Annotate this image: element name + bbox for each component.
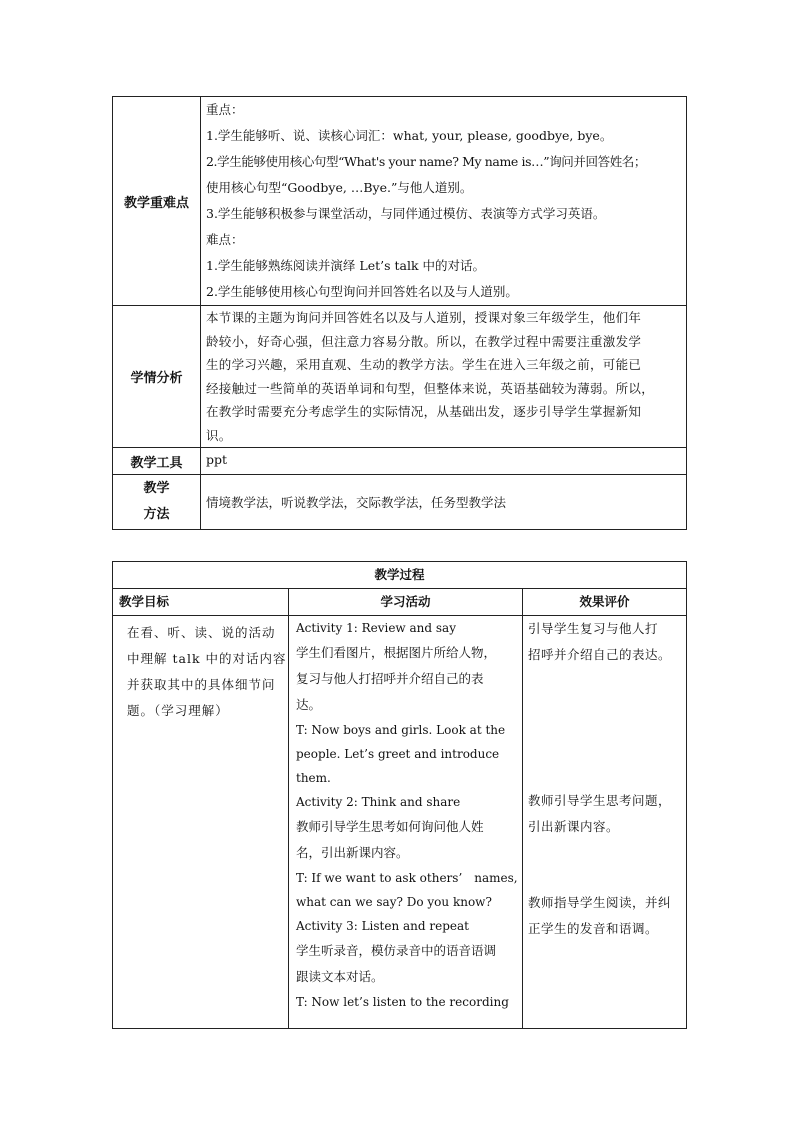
key-points-line: 2.学生能够使用核心句型“What's your name? My name is…”询问并回答姓名； — [206, 154, 646, 169]
analysis-line: 生的学习兴趣，采用直观、生动的教学方法。学生在进入三年级之前，可能已 — [206, 357, 642, 372]
activity-line: people. Let’s greet and introduce — [296, 747, 500, 761]
tools-label: 教学工具 — [113, 448, 201, 475]
methods-label — [113, 475, 201, 530]
evaluation-line: 招呼并介绍自己的表达。 — [528, 647, 672, 662]
activity-line: 学生听录音，模仿录音中的语音语调 — [296, 943, 497, 958]
key-points-label: 教学重难点 — [113, 97, 201, 306]
analysis-label: 学情分析 — [113, 306, 201, 448]
analysis-row — [113, 306, 687, 448]
header-activity: 学习活动 — [289, 589, 523, 616]
process-content-row — [113, 616, 687, 1029]
evaluation-spacer — [523, 840, 686, 890]
goal-line: 并获取其中的具体细节问 — [127, 677, 276, 692]
tools-value-text: ppt — [206, 452, 228, 467]
activity-line: Activity 2: Think and share — [296, 795, 461, 809]
activity-line: 教师引导学生思考如何询问他人姓 — [296, 819, 484, 834]
evaluation-spacer — [523, 668, 686, 788]
tools-row — [113, 448, 687, 475]
activity-line: Activity 1: Review and say — [296, 621, 456, 635]
process-title: 教学过程 — [113, 562, 687, 589]
analysis-line: 在教学时需要充分考虑学生的实际情况，从基础出发，逐步引导学生掌握新知 — [206, 404, 642, 419]
activity-line: 跟读文本对话。 — [296, 969, 384, 984]
goal-cell — [113, 616, 289, 1029]
analysis-line: 龄较小，好奇心强，但注意力容易分散。所以，在教学过程中需要注重激发学 — [206, 333, 642, 349]
key-points-line: 难点： — [206, 232, 244, 247]
key-points-line: 重点： — [206, 102, 244, 117]
activity-line: 名，引出新课内容。 — [296, 845, 409, 860]
methods-value — [201, 475, 687, 530]
key-points-line: 3.学生能够积极参与课堂活动，与同伴通过模仿、表演等方式学习英语。 — [206, 206, 606, 221]
process-title-row — [113, 562, 687, 589]
evaluation-line: 教师指导学生阅读，并纠 — [528, 895, 672, 910]
analysis-line: 经接触过一些简单的英语单词和句型，但整体来说，英语基础较为薄弱。所以， — [206, 380, 655, 396]
header-evaluation: 效果评价 — [523, 589, 687, 616]
activity-line: T: If we want to ask others’ names, — [296, 871, 518, 885]
analysis-line: 本节课的主题为询问并回答姓名以及与人道别，授课对象三年级学生，他们年 — [206, 310, 642, 325]
key-points-line: 使用核心句型“Goodbye, …Bye.”与他人道别。 — [206, 180, 473, 195]
evaluation-line: 引出新课内容。 — [528, 819, 620, 834]
activity-line: Activity 3: Listen and repeat — [296, 919, 469, 933]
key-points-line: 1.学生能够熟练阅读并演绎 Let’s talk 中的对话。 — [206, 258, 486, 273]
activity-line: 学生们看图片，根据图片所给人物， — [296, 645, 497, 660]
activity-line: what can we say? Do you know? — [296, 895, 492, 909]
activity-line: 复习与他人打招呼并介绍自己的表 — [296, 671, 484, 686]
goal-line: 在看、听、读、说的活动 — [127, 625, 276, 640]
tools-value — [201, 448, 687, 475]
teaching-process-table — [112, 561, 687, 1029]
process-header-row — [113, 589, 687, 616]
key-points-row — [113, 97, 687, 306]
goal-line: 中理解 talk 中的对话内容 — [127, 651, 287, 666]
evaluation-cell — [523, 616, 687, 1029]
evaluation-line: 正学生的发音和语调。 — [528, 921, 659, 936]
activity-line: 达。 — [296, 697, 322, 712]
methods-label-line2: 方法 — [143, 507, 170, 522]
analysis-line: 识。 — [206, 427, 232, 443]
lesson-info-table — [112, 96, 687, 530]
key-points-content — [201, 97, 687, 306]
key-points-line: 2.学生能够使用核心句型询问并回答姓名以及与人道别。 — [206, 284, 518, 299]
activity-cell — [289, 616, 523, 1029]
methods-label-line1: 教学 — [143, 481, 170, 496]
methods-row — [113, 475, 687, 530]
activity-line: T: Now let’s listen to the recording — [296, 995, 509, 1009]
analysis-content — [201, 306, 687, 448]
evaluation-line: 引导学生复习与他人打 — [528, 621, 659, 636]
header-goal: 教学目标 — [113, 589, 289, 616]
goal-line: 题。（学习理解） — [127, 703, 229, 718]
activity-line: T: Now boys and girls. Look at the — [296, 723, 506, 737]
methods-value-text: 情境教学法，听说教学法，交际教学法，任务型教学法 — [206, 494, 507, 510]
key-points-line: 1.学生能够听、说、读核心词汇：what, your, please, goodbye, bye。 — [206, 128, 613, 143]
activity-line: them. — [296, 771, 331, 785]
evaluation-line: 教师引导学生思考问题， — [528, 793, 672, 808]
